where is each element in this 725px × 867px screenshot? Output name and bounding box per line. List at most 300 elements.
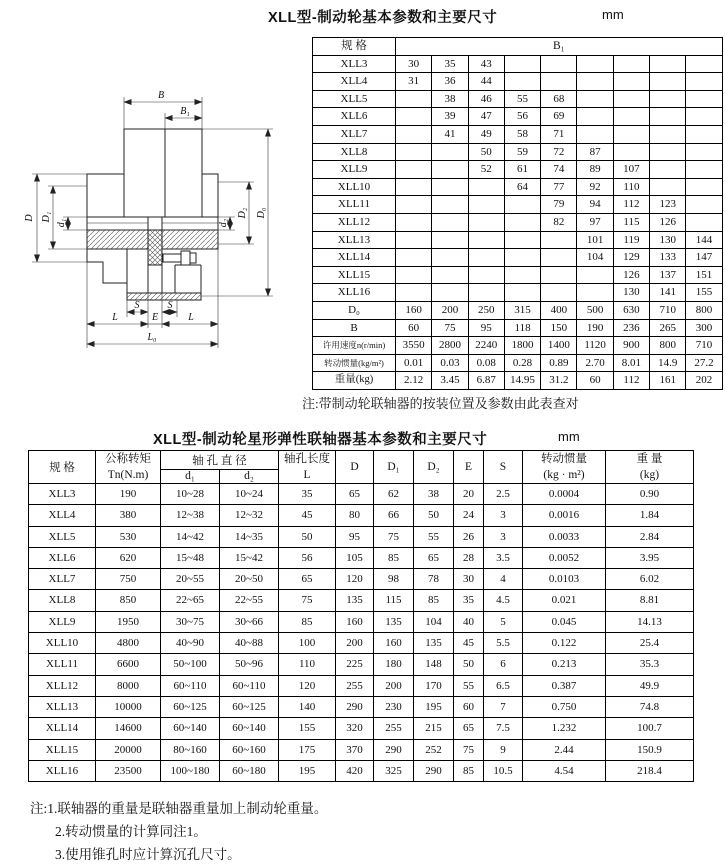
cell: 44 <box>468 73 504 91</box>
cell: 14.9 <box>650 354 686 372</box>
table-row <box>313 73 723 91</box>
cell: 105 <box>336 547 374 568</box>
cell: 60~140 <box>161 718 220 739</box>
row-label: XLL12 <box>29 675 96 696</box>
cell: 52 <box>468 161 504 179</box>
cell: 0.0103 <box>523 569 606 590</box>
cell: 24 <box>454 505 484 526</box>
cell: 22~65 <box>161 590 220 611</box>
cell: 79 <box>541 196 577 214</box>
torque-label-line2: Tn(N.m) <box>107 469 149 481</box>
cell: 30~66 <box>220 611 279 632</box>
row-label: XLL4 <box>313 73 396 91</box>
cell: 89 <box>577 161 613 179</box>
cell: 0.03 <box>432 354 468 372</box>
cell <box>468 231 504 249</box>
table1-header-spec: 规 格 <box>313 38 396 56</box>
table-row <box>29 633 694 654</box>
cell: 55 <box>504 90 540 108</box>
cell: 3 <box>484 505 523 526</box>
cell <box>577 266 613 284</box>
cell: 0.213 <box>523 654 606 675</box>
cell: 25.4 <box>606 633 694 654</box>
cell: 180 <box>374 654 414 675</box>
cell: 630 <box>613 301 649 319</box>
cell: 140 <box>279 696 336 717</box>
table-row <box>313 213 723 231</box>
cell: 95 <box>336 526 374 547</box>
cell: 12~38 <box>161 505 220 526</box>
cell <box>541 231 577 249</box>
cell: 35 <box>279 484 336 505</box>
cell: 30~75 <box>161 611 220 632</box>
cell <box>468 213 504 231</box>
table-row <box>313 284 723 302</box>
cell: 236 <box>613 319 649 337</box>
table1-note: 注:带制动轮联轴器的按装位置及参数由此表查对 <box>302 396 579 411</box>
cell: 4.5 <box>484 590 523 611</box>
cell <box>613 90 649 108</box>
cell <box>396 161 432 179</box>
cell: 40 <box>454 611 484 632</box>
cell: 0.0033 <box>523 526 606 547</box>
table1-body <box>313 55 723 389</box>
table2-header-S: S <box>484 451 523 484</box>
cell: 77 <box>541 178 577 196</box>
cell: 135 <box>336 590 374 611</box>
cell: 60~125 <box>161 696 220 717</box>
cell <box>577 90 613 108</box>
cell: 58 <box>504 125 540 143</box>
table-row <box>313 301 723 319</box>
cell: 28 <box>454 547 484 568</box>
cell: 36 <box>432 73 468 91</box>
cell: 12~32 <box>220 505 279 526</box>
cell <box>686 108 722 126</box>
cell: 0.90 <box>606 484 694 505</box>
cell <box>613 108 649 126</box>
cell <box>432 143 468 161</box>
row-label: XLL9 <box>313 161 396 179</box>
row-label: XLL5 <box>29 526 96 547</box>
cell: 4 <box>484 569 523 590</box>
cell <box>432 249 468 267</box>
cell: 8.01 <box>613 354 649 372</box>
cell: 710 <box>650 301 686 319</box>
cell: 14.95 <box>504 372 540 390</box>
table-row <box>313 143 723 161</box>
cell: 14600 <box>96 718 161 739</box>
cell: 195 <box>279 760 336 781</box>
cell: 87 <box>577 143 613 161</box>
cell: 0.0016 <box>523 505 606 526</box>
row-label: XLL8 <box>29 590 96 611</box>
row-label: XLL8 <box>313 143 396 161</box>
table2-unit: mm <box>558 429 580 444</box>
cell: 45 <box>279 505 336 526</box>
table2-header-D: D <box>336 451 374 484</box>
inertia-label-line2: (kg · m²) <box>543 469 585 481</box>
table2-title: XLL型-制动轮星形弹性联轴器基本参数和主要尺寸 <box>153 432 488 448</box>
cell: 14~35 <box>220 526 279 547</box>
row-label: XLL7 <box>29 569 96 590</box>
cell: 215 <box>414 718 454 739</box>
cell: 130 <box>613 284 649 302</box>
cell: 6600 <box>96 654 161 675</box>
row-label: XLL5 <box>313 90 396 108</box>
cell: 55 <box>454 675 484 696</box>
cell: 104 <box>577 249 613 267</box>
cell: 10000 <box>96 696 161 717</box>
cell: 6 <box>484 654 523 675</box>
cell: 26 <box>454 526 484 547</box>
cell: 85 <box>374 547 414 568</box>
row-label: XLL13 <box>29 696 96 717</box>
cell: 15~48 <box>161 547 220 568</box>
cell: 65 <box>279 569 336 590</box>
cell <box>396 90 432 108</box>
cell: 45 <box>454 633 484 654</box>
cell <box>650 90 686 108</box>
cell <box>432 284 468 302</box>
table-row <box>29 675 694 696</box>
cell: 4.54 <box>523 760 606 781</box>
cell: 255 <box>336 675 374 696</box>
row-label: 重量(kg) <box>313 372 396 390</box>
cell: 46 <box>468 90 504 108</box>
cell: 66 <box>374 505 414 526</box>
cell: 230 <box>374 696 414 717</box>
table-row <box>29 505 694 526</box>
note-line: 2.转动惯量的计算同注1。 <box>55 824 207 839</box>
cell <box>396 196 432 214</box>
cell <box>504 284 540 302</box>
cell <box>686 90 722 108</box>
cell: 115 <box>613 213 649 231</box>
cell: 175 <box>279 739 336 760</box>
cell <box>396 266 432 284</box>
cell <box>468 249 504 267</box>
cell: 190 <box>577 319 613 337</box>
cell: 160 <box>396 301 432 319</box>
row-label: XLL16 <box>29 760 96 781</box>
dim-label-L-left: L <box>112 312 118 323</box>
bore-length-label-line1: 轴孔长度 <box>284 453 330 465</box>
cell: 62 <box>374 484 414 505</box>
row-label: 转动惯量(kg/m²) <box>313 354 396 372</box>
cell <box>541 73 577 91</box>
cell: 320 <box>336 718 374 739</box>
cell: 3550 <box>396 337 432 355</box>
cell: 2.5 <box>484 484 523 505</box>
row-label: XLL11 <box>29 654 96 675</box>
cell: 120 <box>279 675 336 696</box>
row-label: XLL10 <box>29 633 96 654</box>
table-row <box>29 590 694 611</box>
cell: 60~125 <box>220 696 279 717</box>
cell <box>650 178 686 196</box>
cell: 800 <box>650 337 686 355</box>
cell <box>468 178 504 196</box>
cell: 60 <box>454 696 484 717</box>
table-row <box>29 760 694 781</box>
cell <box>686 213 722 231</box>
cell: 400 <box>541 301 577 319</box>
cell: 107 <box>613 161 649 179</box>
cell: 15~42 <box>220 547 279 568</box>
cell <box>396 143 432 161</box>
cell: 0.750 <box>523 696 606 717</box>
note-line: 3.使用锥孔时应计算沉孔尺寸。 <box>55 847 241 862</box>
cell: 60 <box>577 372 613 390</box>
cell: 190 <box>96 484 161 505</box>
cell: 65 <box>336 484 374 505</box>
cell: 200 <box>336 633 374 654</box>
cell: 150.9 <box>606 739 694 760</box>
table-row <box>29 547 694 568</box>
cell: 49.9 <box>606 675 694 696</box>
table2-header-E: E <box>454 451 484 484</box>
cell <box>468 266 504 284</box>
cell: 290 <box>414 760 454 781</box>
cell: 155 <box>686 284 722 302</box>
cell: 100~180 <box>161 760 220 781</box>
cell: 8000 <box>96 675 161 696</box>
cell: 75 <box>432 319 468 337</box>
cell: 0.021 <box>523 590 606 611</box>
cell: 64 <box>504 178 540 196</box>
cell: 800 <box>686 301 722 319</box>
row-label: XLL15 <box>313 266 396 284</box>
dim-label-S-right: S <box>167 300 173 311</box>
table2-header-D1: D₁ <box>374 451 414 484</box>
dim-label-D1: D₁ <box>41 211 52 223</box>
cell: 530 <box>96 526 161 547</box>
cell: 14.13 <box>606 611 694 632</box>
table-row <box>29 718 694 739</box>
cell: 6.02 <box>606 569 694 590</box>
cell: 129 <box>613 249 649 267</box>
cell <box>577 108 613 126</box>
cell: 1120 <box>577 337 613 355</box>
cell: 10~28 <box>161 484 220 505</box>
cell: 74.8 <box>606 696 694 717</box>
cell: 3.45 <box>432 372 468 390</box>
cell: 40~90 <box>161 633 220 654</box>
cell: 170 <box>414 675 454 696</box>
cell: 225 <box>336 654 374 675</box>
cell: 31.2 <box>541 372 577 390</box>
cell <box>468 284 504 302</box>
row-label: XLL6 <box>313 108 396 126</box>
cell: 75 <box>374 526 414 547</box>
table-row <box>313 90 723 108</box>
cell: 147 <box>686 249 722 267</box>
dim-label-E: E <box>151 312 159 323</box>
cell <box>541 249 577 267</box>
cell: 0.387 <box>523 675 606 696</box>
cell <box>396 249 432 267</box>
cell: 60~110 <box>220 675 279 696</box>
table1-header-b1: B₁ <box>396 38 723 56</box>
cell: 119 <box>613 231 649 249</box>
cell <box>650 108 686 126</box>
cell <box>541 266 577 284</box>
dim-label-D0: D₀ <box>256 207 267 219</box>
cell: 141 <box>650 284 686 302</box>
brake-wheel-table <box>312 37 723 390</box>
cell <box>577 125 613 143</box>
cell <box>432 231 468 249</box>
note-line: 注:1.联轴器的重量是联轴器重量加上制动轮重量。 <box>30 801 328 816</box>
cell: 20~50 <box>220 569 279 590</box>
cell: 35 <box>432 55 468 73</box>
cell: 370 <box>336 739 374 760</box>
table-row <box>313 372 723 390</box>
cell: 71 <box>541 125 577 143</box>
table-row <box>29 611 694 632</box>
dim-label-S-left: S <box>134 300 140 311</box>
cell <box>686 55 722 73</box>
cell: 0.0004 <box>523 484 606 505</box>
cell: 101 <box>577 231 613 249</box>
cell: 85 <box>454 760 484 781</box>
cell: 0.045 <box>523 611 606 632</box>
cell: 65 <box>454 718 484 739</box>
cell: 148 <box>414 654 454 675</box>
cell: 300 <box>686 319 722 337</box>
cell: 265 <box>650 319 686 337</box>
cell: 49 <box>468 125 504 143</box>
cell: 850 <box>96 590 161 611</box>
cell: 5 <box>484 611 523 632</box>
table-row <box>313 249 723 267</box>
cell: 161 <box>650 372 686 390</box>
cell: 35.3 <box>606 654 694 675</box>
cell: 50 <box>414 505 454 526</box>
cell <box>650 143 686 161</box>
cell: 150 <box>541 319 577 337</box>
cell: 1950 <box>96 611 161 632</box>
row-label: XLL11 <box>313 196 396 214</box>
cell: 4800 <box>96 633 161 654</box>
table2-header-torque <box>96 451 161 484</box>
cell <box>650 125 686 143</box>
cell: 3.5 <box>484 547 523 568</box>
cell: 2.70 <box>577 354 613 372</box>
cell: 69 <box>541 108 577 126</box>
cell: 2.44 <box>523 739 606 760</box>
table-row <box>313 337 723 355</box>
table-row <box>313 125 723 143</box>
cell <box>541 55 577 73</box>
table-row <box>29 696 694 717</box>
table-row <box>313 108 723 126</box>
cell: 120 <box>336 569 374 590</box>
cell: 7 <box>484 696 523 717</box>
cell: 56 <box>279 547 336 568</box>
row-label: XLL14 <box>313 249 396 267</box>
cell: 30 <box>396 55 432 73</box>
cell: 155 <box>279 718 336 739</box>
table-row <box>29 484 694 505</box>
table2-notes <box>30 797 327 866</box>
cell: 380 <box>96 505 161 526</box>
cell <box>396 213 432 231</box>
cell: 72 <box>541 143 577 161</box>
cell: 97 <box>577 213 613 231</box>
cell: 620 <box>96 547 161 568</box>
cell: 14~42 <box>161 526 220 547</box>
cell: 94 <box>577 196 613 214</box>
cell: 20000 <box>96 739 161 760</box>
cell: 0.89 <box>541 354 577 372</box>
table2-header-d1: d₁ <box>161 469 220 483</box>
dim-label-B: B <box>157 90 165 101</box>
dim-label-D: D <box>24 214 35 222</box>
weight-label-line2: (kg) <box>639 469 660 481</box>
table-row <box>29 739 694 760</box>
cell: 50 <box>454 654 484 675</box>
cell: 2.12 <box>396 372 432 390</box>
cell: 10~24 <box>220 484 279 505</box>
table2-header-bore-length <box>279 451 336 484</box>
cell: 50~100 <box>161 654 220 675</box>
cell: 137 <box>650 266 686 284</box>
cell <box>396 231 432 249</box>
coupling-table <box>28 450 694 782</box>
cell: 112 <box>613 372 649 390</box>
table2-header-inertia <box>523 451 606 484</box>
row-label: XLL4 <box>29 505 96 526</box>
cell: 144 <box>686 231 722 249</box>
cell: 325 <box>374 760 414 781</box>
cell <box>432 161 468 179</box>
cell: 78 <box>414 569 454 590</box>
cell: 59 <box>504 143 540 161</box>
cell <box>396 284 432 302</box>
cell <box>396 125 432 143</box>
cell: 5.5 <box>484 633 523 654</box>
row-label: XLL13 <box>313 231 396 249</box>
cell: 20~55 <box>161 569 220 590</box>
cell <box>504 231 540 249</box>
cell <box>396 178 432 196</box>
coupling-section-drawing <box>15 55 310 395</box>
cell: 98 <box>374 569 414 590</box>
inertia-label-line1: 转动惯量 <box>541 453 587 465</box>
cell: 75 <box>279 590 336 611</box>
cell: 151 <box>686 266 722 284</box>
cell <box>686 178 722 196</box>
cell: 0.122 <box>523 633 606 654</box>
cell: 60~180 <box>220 760 279 781</box>
row-label: XLL16 <box>313 284 396 302</box>
table-row <box>29 654 694 675</box>
cell: 2240 <box>468 337 504 355</box>
cell: 1400 <box>541 337 577 355</box>
cell: 0.28 <box>504 354 540 372</box>
cell <box>577 55 613 73</box>
cell: 60~160 <box>220 739 279 760</box>
dim-label-L0: L₀ <box>147 332 157 343</box>
cell: 160 <box>336 611 374 632</box>
cell: 85 <box>279 611 336 632</box>
cell: 85 <box>414 590 454 611</box>
row-label: XLL14 <box>29 718 96 739</box>
cell: 160 <box>374 633 414 654</box>
cell <box>613 143 649 161</box>
